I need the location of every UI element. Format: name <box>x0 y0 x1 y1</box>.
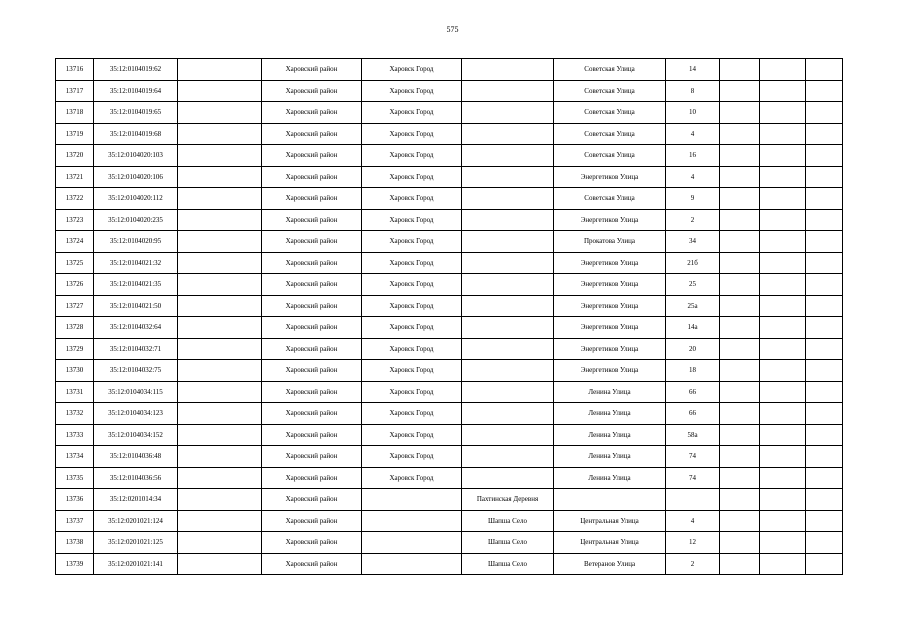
cadastral-number-cell: 35:12:0104019:64 <box>94 80 178 102</box>
empty-cell <box>178 381 262 403</box>
settlement-cell <box>462 59 554 81</box>
extra-cell-2 <box>760 360 806 382</box>
cadastral-number-cell: 35:12:0201014:34 <box>94 489 178 511</box>
street-cell: Центральная Улица <box>554 510 666 532</box>
extra-cell-3 <box>806 360 843 382</box>
house-number-cell: 58а <box>666 424 720 446</box>
city-cell: Харовск Город <box>362 188 462 210</box>
street-cell: Ленина Улица <box>554 467 666 489</box>
cadastral-number-cell: 35:12:0104020:112 <box>94 188 178 210</box>
house-number-cell: 12 <box>666 532 720 554</box>
house-number-cell: 74 <box>666 446 720 468</box>
settlement-cell <box>462 381 554 403</box>
extra-cell-2 <box>760 446 806 468</box>
extra-cell-3 <box>806 446 843 468</box>
record-number-cell: 13725 <box>56 252 94 274</box>
extra-cell-1 <box>720 381 760 403</box>
empty-cell <box>178 317 262 339</box>
extra-cell-2 <box>760 467 806 489</box>
record-number-cell: 13739 <box>56 553 94 575</box>
extra-cell-2 <box>760 209 806 231</box>
extra-cell-1 <box>720 338 760 360</box>
extra-cell-1 <box>720 80 760 102</box>
city-cell: Харовск Город <box>362 102 462 124</box>
house-number-cell: 21б <box>666 252 720 274</box>
extra-cell-3 <box>806 274 843 296</box>
house-number-cell: 4 <box>666 166 720 188</box>
record-number-cell: 13738 <box>56 532 94 554</box>
house-number-cell: 18 <box>666 360 720 382</box>
table-row <box>56 510 843 532</box>
settlement-cell: Шапша Село <box>462 553 554 575</box>
street-cell: Энергетиков Улица <box>554 317 666 339</box>
record-number-cell: 13723 <box>56 209 94 231</box>
house-number-cell: 14 <box>666 59 720 81</box>
district-cell: Харовский район <box>262 123 362 145</box>
empty-cell <box>178 231 262 253</box>
city-cell: Харовск Город <box>362 209 462 231</box>
table-row <box>56 489 843 511</box>
settlement-cell <box>462 166 554 188</box>
record-number-cell: 13731 <box>56 381 94 403</box>
extra-cell-3 <box>806 317 843 339</box>
house-number-cell: 4 <box>666 123 720 145</box>
city-cell: Харовск Город <box>362 467 462 489</box>
settlement-cell <box>462 424 554 446</box>
record-number-cell: 13737 <box>56 510 94 532</box>
city-cell: Харовск Город <box>362 145 462 167</box>
empty-cell <box>178 510 262 532</box>
empty-cell <box>178 553 262 575</box>
table-row <box>56 80 843 102</box>
extra-cell-1 <box>720 188 760 210</box>
street-cell: Советская Улица <box>554 59 666 81</box>
house-number-cell: 14а <box>666 317 720 339</box>
empty-cell <box>178 102 262 124</box>
record-number-cell: 13732 <box>56 403 94 425</box>
street-cell: Советская Улица <box>554 102 666 124</box>
cadastral-number-cell: 35:12:0201021:125 <box>94 532 178 554</box>
cadastral-number-cell: 35:12:0104032:64 <box>94 317 178 339</box>
street-cell: Энергетиков Улица <box>554 338 666 360</box>
house-number-cell: 66 <box>666 381 720 403</box>
district-cell: Харовский район <box>262 59 362 81</box>
empty-cell <box>178 424 262 446</box>
house-number-cell <box>666 489 720 511</box>
house-number-cell: 2 <box>666 209 720 231</box>
city-cell: Харовск Город <box>362 274 462 296</box>
settlement-cell <box>462 403 554 425</box>
district-cell: Харовский район <box>262 403 362 425</box>
settlement-cell: Шапша Село <box>462 532 554 554</box>
table-row <box>56 231 843 253</box>
extra-cell-1 <box>720 274 760 296</box>
extra-cell-1 <box>720 510 760 532</box>
district-cell: Харовский район <box>262 231 362 253</box>
empty-cell <box>178 338 262 360</box>
street-cell: Энергетиков Улица <box>554 274 666 296</box>
city-cell <box>362 553 462 575</box>
record-number-cell: 13733 <box>56 424 94 446</box>
cadastral-number-cell: 35:12:0104019:65 <box>94 102 178 124</box>
extra-cell-2 <box>760 145 806 167</box>
table-row <box>56 295 843 317</box>
district-cell: Харовский район <box>262 80 362 102</box>
extra-cell-2 <box>760 80 806 102</box>
empty-cell <box>178 274 262 296</box>
district-cell: Харовский район <box>262 102 362 124</box>
empty-cell <box>178 209 262 231</box>
city-cell: Харовск Город <box>362 80 462 102</box>
district-cell: Харовский район <box>262 317 362 339</box>
cadastral-number-cell: 35:12:0104021:32 <box>94 252 178 274</box>
empty-cell <box>178 252 262 274</box>
cadastral-number-cell: 35:12:0104020:95 <box>94 231 178 253</box>
district-cell: Харовский район <box>262 510 362 532</box>
city-cell: Харовск Город <box>362 338 462 360</box>
extra-cell-2 <box>760 252 806 274</box>
empty-cell <box>178 166 262 188</box>
empty-cell <box>178 467 262 489</box>
table-row <box>56 553 843 575</box>
extra-cell-1 <box>720 424 760 446</box>
extra-cell-1 <box>720 553 760 575</box>
street-cell: Энергетиков Улица <box>554 166 666 188</box>
city-cell <box>362 532 462 554</box>
extra-cell-1 <box>720 467 760 489</box>
district-cell: Харовский район <box>262 381 362 403</box>
table-row <box>56 123 843 145</box>
extra-cell-2 <box>760 510 806 532</box>
house-number-cell: 2 <box>666 553 720 575</box>
city-cell <box>362 489 462 511</box>
extra-cell-1 <box>720 123 760 145</box>
extra-cell-1 <box>720 295 760 317</box>
street-cell: Ленина Улица <box>554 446 666 468</box>
district-cell: Харовский район <box>262 252 362 274</box>
table-row <box>56 467 843 489</box>
extra-cell-3 <box>806 145 843 167</box>
table-body <box>56 59 843 575</box>
house-number-cell: 9 <box>666 188 720 210</box>
extra-cell-3 <box>806 510 843 532</box>
district-cell: Харовский район <box>262 188 362 210</box>
extra-cell-2 <box>760 274 806 296</box>
extra-cell-1 <box>720 102 760 124</box>
extra-cell-1 <box>720 403 760 425</box>
city-cell: Харовск Город <box>362 123 462 145</box>
extra-cell-2 <box>760 489 806 511</box>
extra-cell-3 <box>806 295 843 317</box>
record-number-cell: 13719 <box>56 123 94 145</box>
city-cell: Харовск Город <box>362 166 462 188</box>
extra-cell-3 <box>806 489 843 511</box>
table-row <box>56 145 843 167</box>
extra-cell-1 <box>720 145 760 167</box>
extra-cell-1 <box>720 166 760 188</box>
extra-cell-2 <box>760 424 806 446</box>
empty-cell <box>178 80 262 102</box>
table-row <box>56 360 843 382</box>
cadastral-number-cell: 35:12:0104036:56 <box>94 467 178 489</box>
settlement-cell <box>462 188 554 210</box>
city-cell: Харовск Город <box>362 446 462 468</box>
record-number-cell: 13726 <box>56 274 94 296</box>
house-number-cell: 16 <box>666 145 720 167</box>
city-cell: Харовск Город <box>362 317 462 339</box>
table-row <box>56 532 843 554</box>
empty-cell <box>178 489 262 511</box>
district-cell: Харовский район <box>262 166 362 188</box>
district-cell: Харовский район <box>262 446 362 468</box>
street-cell: Ленина Улица <box>554 424 666 446</box>
street-cell: Советская Улица <box>554 123 666 145</box>
empty-cell <box>178 403 262 425</box>
extra-cell-1 <box>720 489 760 511</box>
district-cell: Харовский район <box>262 360 362 382</box>
extra-cell-2 <box>760 188 806 210</box>
extra-cell-2 <box>760 166 806 188</box>
cadastral-number-cell: 35:12:0104020:103 <box>94 145 178 167</box>
table-row <box>56 209 843 231</box>
table-row <box>56 166 843 188</box>
settlement-cell <box>462 446 554 468</box>
city-cell: Харовск Город <box>362 424 462 446</box>
settlement-cell <box>462 145 554 167</box>
house-number-cell: 25 <box>666 274 720 296</box>
settlement-cell <box>462 231 554 253</box>
extra-cell-2 <box>760 553 806 575</box>
record-number-cell: 13718 <box>56 102 94 124</box>
street-cell: Энергетиков Улица <box>554 209 666 231</box>
extra-cell-3 <box>806 102 843 124</box>
cadastral-number-cell: 35:12:0104036:48 <box>94 446 178 468</box>
house-number-cell: 10 <box>666 102 720 124</box>
street-cell: Энергетиков Улица <box>554 295 666 317</box>
extra-cell-3 <box>806 338 843 360</box>
extra-cell-3 <box>806 123 843 145</box>
cadastral-number-cell: 35:12:0104034:115 <box>94 381 178 403</box>
district-cell: Харовский район <box>262 274 362 296</box>
table-row <box>56 403 843 425</box>
settlement-cell <box>462 360 554 382</box>
cadastral-number-cell: 35:12:0104032:71 <box>94 338 178 360</box>
cadastral-number-cell: 35:12:0104020:235 <box>94 209 178 231</box>
record-number-cell: 13734 <box>56 446 94 468</box>
extra-cell-3 <box>806 424 843 446</box>
district-cell: Харовский район <box>262 553 362 575</box>
extra-cell-1 <box>720 317 760 339</box>
extra-cell-3 <box>806 188 843 210</box>
empty-cell <box>178 123 262 145</box>
cadastral-number-cell: 35:12:0201021:141 <box>94 553 178 575</box>
extra-cell-1 <box>720 252 760 274</box>
extra-cell-2 <box>760 123 806 145</box>
extra-cell-3 <box>806 166 843 188</box>
house-number-cell: 25а <box>666 295 720 317</box>
city-cell: Харовск Город <box>362 231 462 253</box>
record-number-cell: 13727 <box>56 295 94 317</box>
record-number-cell: 13736 <box>56 489 94 511</box>
extra-cell-2 <box>760 295 806 317</box>
empty-cell <box>178 145 262 167</box>
extra-cell-2 <box>760 403 806 425</box>
table-row <box>56 252 843 274</box>
settlement-cell <box>462 123 554 145</box>
extra-cell-2 <box>760 317 806 339</box>
record-number-cell: 13728 <box>56 317 94 339</box>
extra-cell-2 <box>760 59 806 81</box>
street-cell: Ленина Улица <box>554 403 666 425</box>
empty-cell <box>178 360 262 382</box>
extra-cell-1 <box>720 446 760 468</box>
city-cell: Харовск Город <box>362 59 462 81</box>
table-row <box>56 338 843 360</box>
extra-cell-3 <box>806 553 843 575</box>
cadastral-number-cell: 35:12:0104021:35 <box>94 274 178 296</box>
street-cell: Прокатова Улица <box>554 231 666 253</box>
registry-table <box>55 58 843 575</box>
street-cell: Советская Улица <box>554 145 666 167</box>
extra-cell-3 <box>806 403 843 425</box>
extra-cell-3 <box>806 532 843 554</box>
table-row <box>56 317 843 339</box>
street-cell: Ветеранов Улица <box>554 553 666 575</box>
cadastral-number-cell: 35:12:0104021:50 <box>94 295 178 317</box>
extra-cell-3 <box>806 231 843 253</box>
cadastral-number-cell: 35:12:0104019:62 <box>94 59 178 81</box>
street-cell <box>554 489 666 511</box>
extra-cell-3 <box>806 59 843 81</box>
city-cell: Харовск Город <box>362 360 462 382</box>
street-cell: Советская Улица <box>554 188 666 210</box>
district-cell: Харовский район <box>262 467 362 489</box>
extra-cell-1 <box>720 231 760 253</box>
settlement-cell <box>462 317 554 339</box>
district-cell: Харовский район <box>262 209 362 231</box>
extra-cell-3 <box>806 209 843 231</box>
city-cell: Харовск Город <box>362 252 462 274</box>
cadastral-number-cell: 35:12:0104020:106 <box>94 166 178 188</box>
settlement-cell <box>462 252 554 274</box>
settlement-cell <box>462 209 554 231</box>
record-number-cell: 13722 <box>56 188 94 210</box>
street-cell: Центральная Улица <box>554 532 666 554</box>
street-cell: Ленина Улица <box>554 381 666 403</box>
district-cell: Харовский район <box>262 532 362 554</box>
street-cell: Энергетиков Улица <box>554 360 666 382</box>
record-number-cell: 13721 <box>56 166 94 188</box>
empty-cell <box>178 295 262 317</box>
cadastral-number-cell: 35:12:0201021:124 <box>94 510 178 532</box>
house-number-cell: 8 <box>666 80 720 102</box>
extra-cell-2 <box>760 102 806 124</box>
extra-cell-1 <box>720 209 760 231</box>
table-row <box>56 188 843 210</box>
table-row <box>56 274 843 296</box>
street-cell: Энергетиков Улица <box>554 252 666 274</box>
extra-cell-3 <box>806 252 843 274</box>
city-cell <box>362 510 462 532</box>
record-number-cell: 13716 <box>56 59 94 81</box>
city-cell: Харовск Город <box>362 295 462 317</box>
house-number-cell: 4 <box>666 510 720 532</box>
house-number-cell: 74 <box>666 467 720 489</box>
extra-cell-1 <box>720 59 760 81</box>
cadastral-number-cell: 35:12:0104032:75 <box>94 360 178 382</box>
record-number-cell: 13735 <box>56 467 94 489</box>
district-cell: Харовский район <box>262 338 362 360</box>
city-cell: Харовск Город <box>362 381 462 403</box>
extra-cell-2 <box>760 231 806 253</box>
house-number-cell: 20 <box>666 338 720 360</box>
house-number-cell: 34 <box>666 231 720 253</box>
district-cell: Харовский район <box>262 145 362 167</box>
cadastral-number-cell: 35:12:0104034:123 <box>94 403 178 425</box>
empty-cell <box>178 59 262 81</box>
record-number-cell: 13730 <box>56 360 94 382</box>
cadastral-number-cell: 35:12:0104019:68 <box>94 123 178 145</box>
page-number: 575 <box>446 25 459 34</box>
cadastral-number-cell: 35:12:0104034:152 <box>94 424 178 446</box>
table-row <box>56 446 843 468</box>
record-number-cell: 13724 <box>56 231 94 253</box>
city-cell: Харовск Город <box>362 403 462 425</box>
extra-cell-2 <box>760 338 806 360</box>
settlement-cell: Шапша Село <box>462 510 554 532</box>
extra-cell-1 <box>720 532 760 554</box>
house-number-cell: 66 <box>666 403 720 425</box>
street-cell: Советская Улица <box>554 80 666 102</box>
extra-cell-1 <box>720 360 760 382</box>
district-cell: Харовский район <box>262 295 362 317</box>
record-number-cell: 13717 <box>56 80 94 102</box>
extra-cell-2 <box>760 381 806 403</box>
settlement-cell <box>462 274 554 296</box>
empty-cell <box>178 188 262 210</box>
settlement-cell <box>462 467 554 489</box>
settlement-cell <box>462 102 554 124</box>
settlement-cell: Пахтинская Деревня <box>462 489 554 511</box>
record-number-cell: 13729 <box>56 338 94 360</box>
extra-cell-2 <box>760 532 806 554</box>
table-row <box>56 59 843 81</box>
extra-cell-3 <box>806 467 843 489</box>
empty-cell <box>178 446 262 468</box>
table-row <box>56 424 843 446</box>
table-row <box>56 102 843 124</box>
settlement-cell <box>462 338 554 360</box>
district-cell: Харовский район <box>262 424 362 446</box>
empty-cell <box>178 532 262 554</box>
record-number-cell: 13720 <box>56 145 94 167</box>
table-row <box>56 381 843 403</box>
settlement-cell <box>462 295 554 317</box>
district-cell: Харовский район <box>262 489 362 511</box>
extra-cell-3 <box>806 80 843 102</box>
settlement-cell <box>462 80 554 102</box>
extra-cell-3 <box>806 381 843 403</box>
